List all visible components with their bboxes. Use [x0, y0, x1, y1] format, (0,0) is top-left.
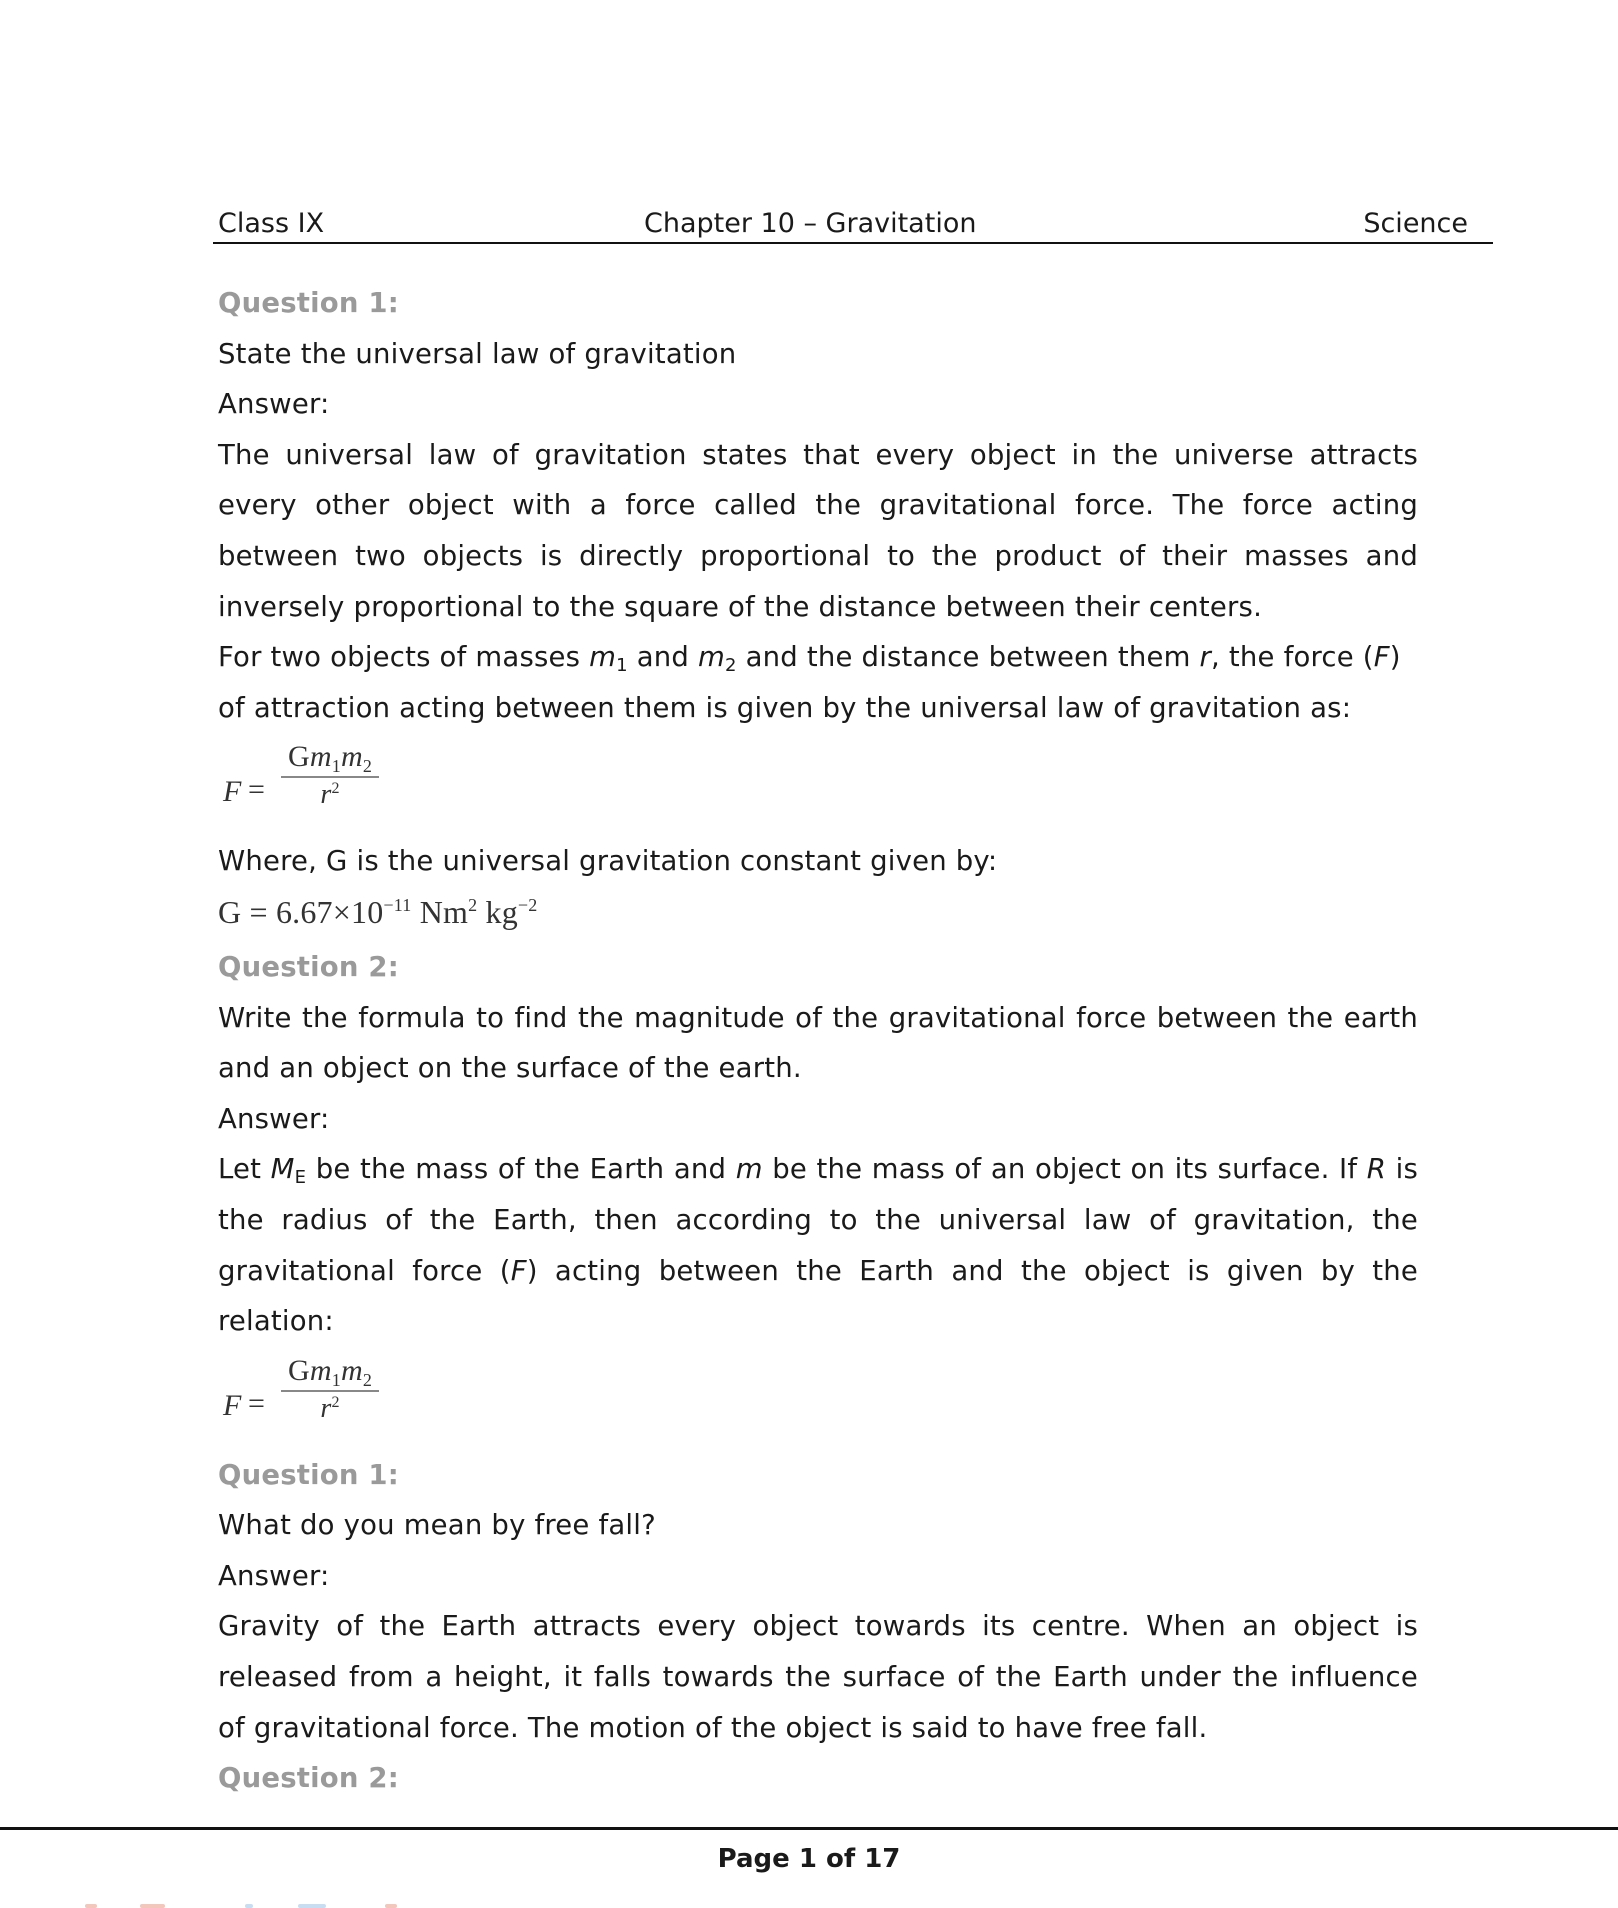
formula-lhs: F	[223, 775, 242, 809]
answer-line: of gravitational force. The motion of the object is said to have free fall.	[218, 1711, 1208, 1744]
den-exp: 2	[331, 780, 340, 798]
var-m: m	[589, 641, 617, 674]
text-run: be the mass of an object on its surface. If	[762, 1153, 1367, 1186]
g-unit-nm: Nm	[411, 893, 469, 930]
page-header	[213, 206, 1493, 244]
question-text: Write the formula to find the magnitude of the gravitational force between the earth	[218, 1001, 1418, 1034]
text-run: )	[1389, 641, 1401, 674]
sub-2: 2	[724, 655, 737, 677]
formula-denominator	[281, 778, 379, 812]
question-text: and an object on the surface of the earth.	[218, 1052, 802, 1085]
den-exp: 2	[331, 1393, 340, 1411]
num-m: m	[309, 740, 332, 774]
text-run: For two objects of masses	[218, 641, 590, 674]
answer-line: between two objects is directly proportional to the product of their masses and	[218, 539, 1418, 572]
num-G: G	[287, 1353, 310, 1387]
text-run: is	[1386, 1153, 1418, 1186]
g-unit-nm-exp: 2	[468, 894, 478, 915]
answer-line: relation:	[218, 1305, 334, 1338]
answer-line: every other object with a force called the gravitational force. The force acting	[218, 489, 1418, 522]
formula-numerator	[281, 1353, 379, 1392]
sub-1: 1	[616, 655, 628, 677]
var-M: M	[270, 1153, 295, 1186]
answer-line: of attraction acting between them is given by the universal law of gravitation as:	[218, 691, 1352, 724]
answer-line	[218, 1144, 1418, 1195]
header-class: Class IX	[218, 208, 325, 239]
formula-fraction	[281, 739, 379, 812]
watermark-mark	[140, 1904, 165, 1908]
text-run: gravitational force (	[218, 1254, 511, 1287]
formula-equals: =	[248, 1386, 266, 1420]
gravitation-formula	[218, 733, 1418, 836]
header-chapter: Chapter 10 – Gravitation	[644, 208, 977, 239]
question-label: Question 2:	[218, 950, 399, 983]
den-r: r	[320, 779, 332, 811]
num-m: m	[309, 1353, 332, 1387]
answer-line: inversely proportional to the square of the distance between their centers.	[218, 590, 1263, 623]
text-run: ) acting between the Earth and the object is given by the	[526, 1254, 1419, 1287]
text-run: and	[627, 641, 698, 674]
header-subject: Science	[1363, 208, 1468, 239]
answer-line-masses	[218, 632, 1418, 683]
question-label: Question 1:	[218, 1458, 399, 1491]
answer-label: Answer:	[218, 1559, 330, 1592]
answer-line: Gravity of the Earth attracts every object towards its centre. When an object is	[218, 1610, 1418, 1643]
var-m: m	[697, 641, 725, 674]
answer-label: Answer:	[218, 388, 330, 421]
question-label: Question 1:	[218, 287, 399, 319]
formula-fraction	[281, 1353, 379, 1426]
den-r: r	[320, 1392, 332, 1424]
formula-numerator	[281, 739, 379, 778]
answer-line: the radius of the Earth, then according to the universal law of gravitation, the	[218, 1203, 1418, 1236]
var-r: r	[1199, 641, 1212, 674]
watermark-mark	[85, 1904, 97, 1908]
text-run: Let	[218, 1153, 271, 1186]
footer-divider	[0, 1827, 1618, 1830]
answer-label: Answer:	[218, 1102, 330, 1135]
var-F: F	[510, 1254, 527, 1287]
g-constant	[218, 887, 1418, 942]
formula-lhs: F	[223, 1388, 242, 1422]
var-R: R	[1366, 1153, 1387, 1186]
var-m: m	[735, 1153, 763, 1186]
num-m: m	[340, 740, 363, 774]
text-run: , the force (	[1211, 641, 1374, 674]
num-sub-1: 1	[331, 1369, 341, 1390]
num-sub-2: 2	[362, 756, 373, 777]
sub-E: E	[294, 1167, 307, 1189]
num-sub-1: 1	[331, 756, 341, 777]
watermark-strip	[0, 1902, 1618, 1908]
watermark-mark	[298, 1904, 326, 1908]
num-m: m	[340, 1353, 363, 1387]
question-text: What do you mean by free fall?	[218, 1509, 656, 1542]
text-run: and the distance between them	[736, 641, 1200, 674]
page-content	[218, 278, 1418, 1804]
formula-denominator	[281, 1392, 379, 1426]
num-sub-2: 2	[362, 1369, 373, 1390]
watermark-mark	[245, 1904, 253, 1908]
where-text: Where, G is the universal gravitation constant given by:	[218, 845, 998, 878]
num-G: G	[287, 740, 310, 774]
var-F: F	[1373, 641, 1390, 674]
answer-line: The universal law of gravitation states that every object in the universe attracts	[218, 438, 1418, 471]
g-unit-kg: kg	[477, 893, 518, 930]
text-run: be the mass of the Earth and	[306, 1153, 736, 1186]
formula-equals: =	[248, 773, 266, 807]
gravitation-formula	[218, 1347, 1418, 1450]
answer-line	[218, 1246, 1418, 1297]
question-text: State the universal law of gravitation	[218, 337, 737, 370]
page-number: Page 1 of 17	[717, 1844, 901, 1874]
question-label: Question 2:	[218, 1762, 399, 1795]
g-base: G = 6.67×10	[218, 893, 384, 930]
answer-line: released from a height, it falls towards the surface of the Earth under the influence	[218, 1661, 1418, 1694]
g-unit-kg-exp: −2	[517, 894, 538, 915]
watermark-mark	[385, 1904, 397, 1908]
g-exp: −11	[383, 894, 412, 915]
